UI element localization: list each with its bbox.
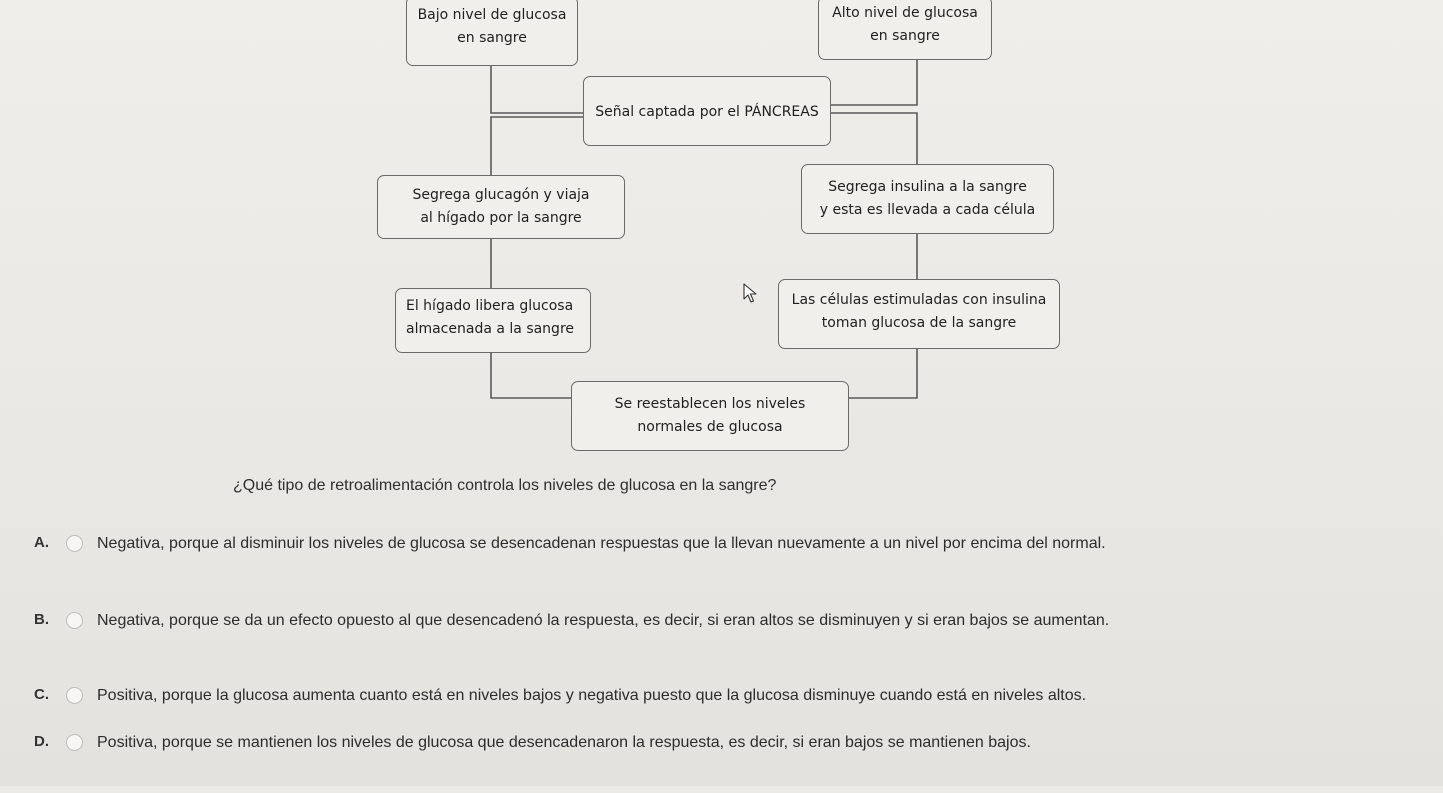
connector-high-to-pancreas <box>831 60 917 105</box>
option-c-radio[interactable] <box>66 687 83 704</box>
connector-pancreas-to-glucagon <box>491 117 585 175</box>
option-d-text: Positiva, porque se mantienen los niveles de glucosa que desencadenaron la respuesta, es decir, si eran bajos se mantienen bajos. <box>97 734 1031 751</box>
high-glucose-line-1: Alto nivel de glucosa <box>832 5 978 21</box>
high-glucose-box <box>818 0 992 60</box>
option-a-radio[interactable] <box>66 535 83 552</box>
option-c-text: Positiva, porque la glucosa aumenta cuanto está en niveles bajos y negativa puesto que la glucosa disminuye cuando está en niveles altos. <box>97 687 1087 704</box>
liver-box <box>395 288 591 353</box>
mouse-pointer-icon <box>743 283 759 305</box>
connector-liver-to-restore <box>491 353 571 398</box>
option-b-text: Negativa, porque se da un efecto opuesto al que desencadenó la respuesta, es decir, si eran altos se disminuyen y si eran bajos se aumentan. <box>97 612 1110 629</box>
pancreas-box <box>583 76 831 146</box>
cells-line-1: Las células estimuladas con insulina <box>791 292 1047 308</box>
insulin-box <box>801 164 1054 234</box>
option-a-letter: A. <box>34 534 49 551</box>
connector-low-to-pancreas <box>491 66 585 113</box>
glucagon-line-2: al hígado por la sangre <box>420 210 582 226</box>
cells-box <box>778 279 1060 349</box>
liver-line-1: El hígado libera glucosa <box>406 298 574 314</box>
option-b[interactable] <box>0 611 1443 671</box>
option-d-radio[interactable] <box>66 734 83 751</box>
option-a[interactable] <box>0 534 1443 594</box>
option-a-text: Negativa, porque al disminuir los niveles de glucosa se desencadenan respuestas que la llevan nuevamente a un nivel por encima del normal. <box>97 535 1106 552</box>
option-b-radio[interactable] <box>66 612 83 629</box>
liver-line-2: almacenada a la sangre <box>406 321 575 337</box>
connector-pancreas-to-insulin <box>831 113 917 164</box>
high-glucose-line-2: en sangre <box>870 28 940 44</box>
cells-line-2: toman glucosa de la sangre <box>821 315 1017 331</box>
option-d[interactable] <box>0 733 1443 793</box>
restore-line-2: normales de glucosa <box>637 419 783 435</box>
restore-line-1: Se reestablecen los niveles <box>614 396 806 412</box>
connector-cells-to-restore <box>849 349 917 398</box>
option-b-letter: B. <box>34 611 49 628</box>
restore-box <box>571 381 849 451</box>
insulin-line-1: Segrega insulina a la sangre <box>828 179 1027 195</box>
insulin-line-2: y esta es llevada a cada célula <box>819 202 1036 218</box>
low-glucose-line-1: Bajo nivel de glucosa <box>417 7 567 23</box>
option-d-letter: D. <box>34 733 49 750</box>
glucagon-box <box>377 175 625 239</box>
low-glucose-line-2: en sangre <box>457 30 527 46</box>
pancreas-text: Señal captada por el PÁNCREAS <box>595 104 819 120</box>
low-glucose-box <box>406 0 578 66</box>
glucagon-line-1: Segrega glucagón y viaja <box>412 187 590 203</box>
question-text: ¿Qué tipo de retroalimentación controla los niveles de glucosa en la sangre? <box>233 477 777 494</box>
option-c-letter: C. <box>34 686 49 703</box>
